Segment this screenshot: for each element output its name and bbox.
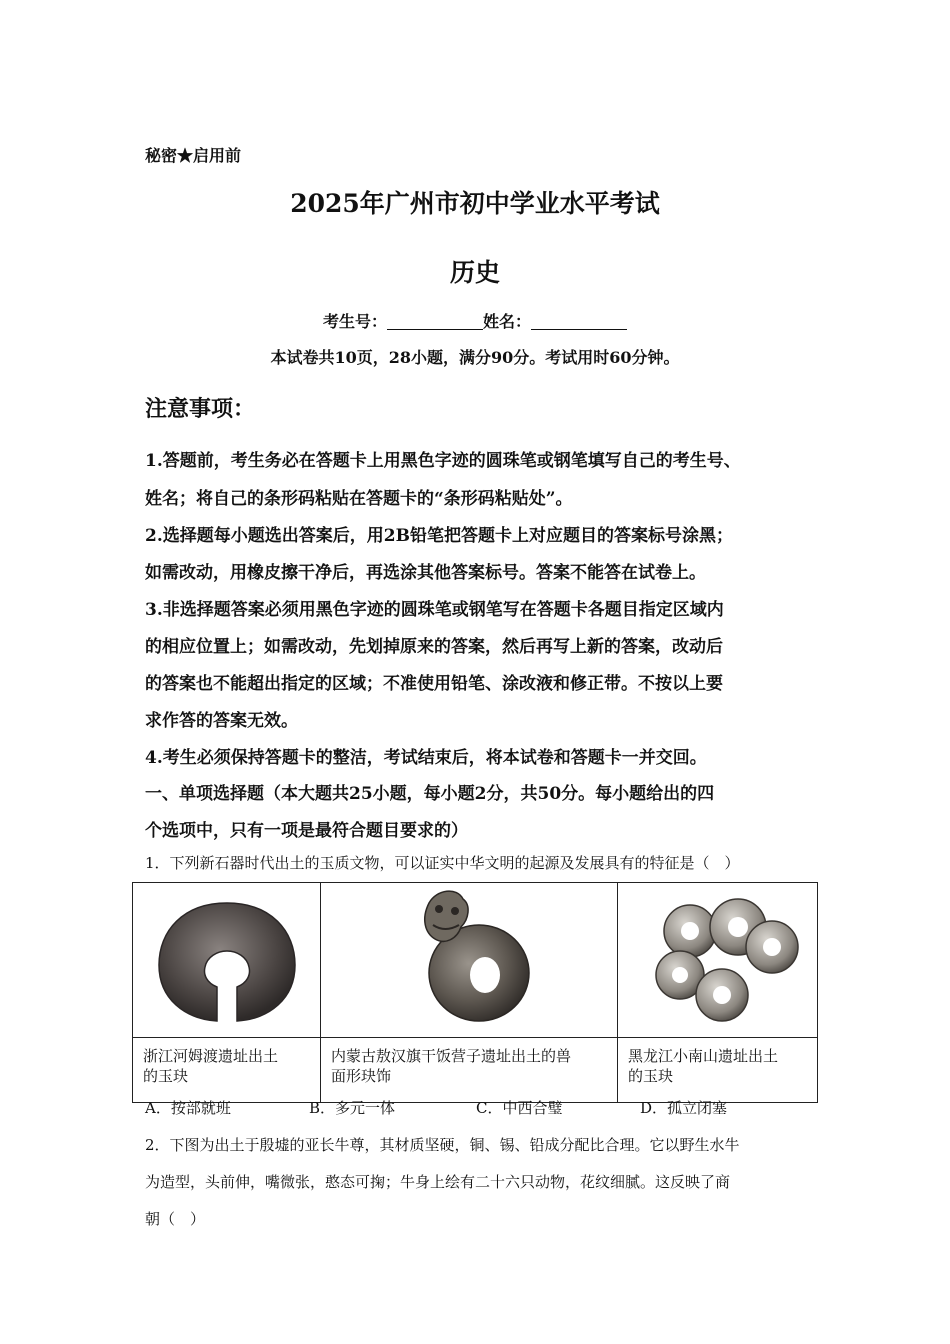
caption-line: 黑龙江小南山遗址出土 bbox=[628, 1047, 779, 1065]
question-1-stem: 1．下列新石器时代出土的玉质文物，可以证实中华文明的起源及发展具有的特征是（ ） bbox=[145, 854, 740, 872]
beast-face-jue-image bbox=[321, 883, 617, 1033]
paper-info: 本试卷共10页，28小题，满分90分。考试用时60分钟。 bbox=[270, 348, 680, 367]
artifact-caption bbox=[321, 1038, 618, 1103]
candidate-info-line bbox=[0, 309, 950, 332]
notice-line: 2.选择题每小题选出答案后，用2B铅笔把答题卡上对应题目的答案标号涂黑； bbox=[145, 526, 733, 546]
question-2-line: 2．下图为出土于殷墟的亚长牛尊，其材质坚硬，铜、锡、铅成分配比合理。它以野生水牛 bbox=[145, 1136, 740, 1154]
section-heading: 一、单项选择题（本大题共25小题，每小题2分，共50分。每小题给出的四 bbox=[145, 784, 715, 804]
option-d: D．孤立闭塞 bbox=[640, 1099, 728, 1117]
artifact-image-cell bbox=[618, 883, 818, 1038]
notice-line: 的答案也不能超出指定的区域；不准使用铅笔、涂改液和修正带。不按以上要 bbox=[145, 674, 723, 694]
caption-line: 浙江河姆渡遗址出土 bbox=[143, 1047, 279, 1065]
notice-line: 求作答的答案无效。 bbox=[145, 711, 298, 731]
caption-line: 内蒙古敖汉旗干饭营子遗址出土的兽 bbox=[331, 1047, 572, 1065]
option-b: B．多元一体 bbox=[309, 1099, 396, 1117]
jade-jue-xiaonanshan-image bbox=[618, 883, 817, 1033]
artifact-table bbox=[132, 882, 818, 1103]
section-heading: 个选项中，只有一项是最符合题目要求的） bbox=[145, 821, 468, 841]
artifact-image-cell bbox=[321, 883, 618, 1038]
name-label: 姓名： bbox=[483, 312, 532, 331]
notice-line: 的相应位置上；如需改动，先划掉原来的答案，然后再写上新的答案，改动后 bbox=[145, 637, 723, 657]
notice-line: 姓名；将自己的条形码粘贴在答题卡的“条形码粘贴处”。 bbox=[145, 489, 573, 509]
option-c: C．中西合璧 bbox=[476, 1099, 563, 1117]
artifact-caption bbox=[618, 1038, 818, 1103]
question-2-line: 朝（ ） bbox=[145, 1210, 206, 1228]
jade-jue-hemudu-image bbox=[133, 883, 320, 1033]
artifact-caption bbox=[133, 1038, 321, 1103]
notice-line: 1.答题前，考生务必在答题卡上用黑色字迹的圆珠笔或钢笔填写自己的考生号、 bbox=[145, 451, 741, 471]
artifact-image-cell bbox=[133, 883, 321, 1038]
exam-id-blank bbox=[387, 313, 483, 330]
notice-line: 如需改动，用橡皮擦干净后，再选涂其他答案标号。答案不能答在试卷上。 bbox=[145, 563, 706, 583]
question-2-line: 为造型，头前伸，嘴微张，憨态可掬；牛身上绘有二十六只动物，花纹细腻。这反映了商 bbox=[145, 1173, 731, 1191]
exam-id-label: 考生号： bbox=[322, 312, 387, 331]
caption-line: 面形玦饰 bbox=[331, 1067, 392, 1085]
notice-heading: 注意事项： bbox=[145, 396, 256, 422]
notice-line: 3.非选择题答案必须用黑色字迹的圆珠笔或钢笔写在答题卡各题目指定区域内 bbox=[145, 600, 724, 620]
exam-title: 2025年广州市初中学业水平考试 bbox=[290, 189, 660, 218]
name-blank bbox=[531, 313, 627, 330]
notice-line: 4.考生必须保持答题卡的整洁，考试结束后，将本试卷和答题卡一并交回。 bbox=[145, 748, 707, 768]
caption-line: 的玉玦 bbox=[628, 1067, 674, 1085]
confidential-label: 秘密★启用前 bbox=[145, 146, 242, 165]
subject-title: 历史 bbox=[449, 258, 500, 287]
caption-line: 的玉玦 bbox=[143, 1067, 189, 1085]
option-a: A．按部就班 bbox=[145, 1099, 231, 1117]
